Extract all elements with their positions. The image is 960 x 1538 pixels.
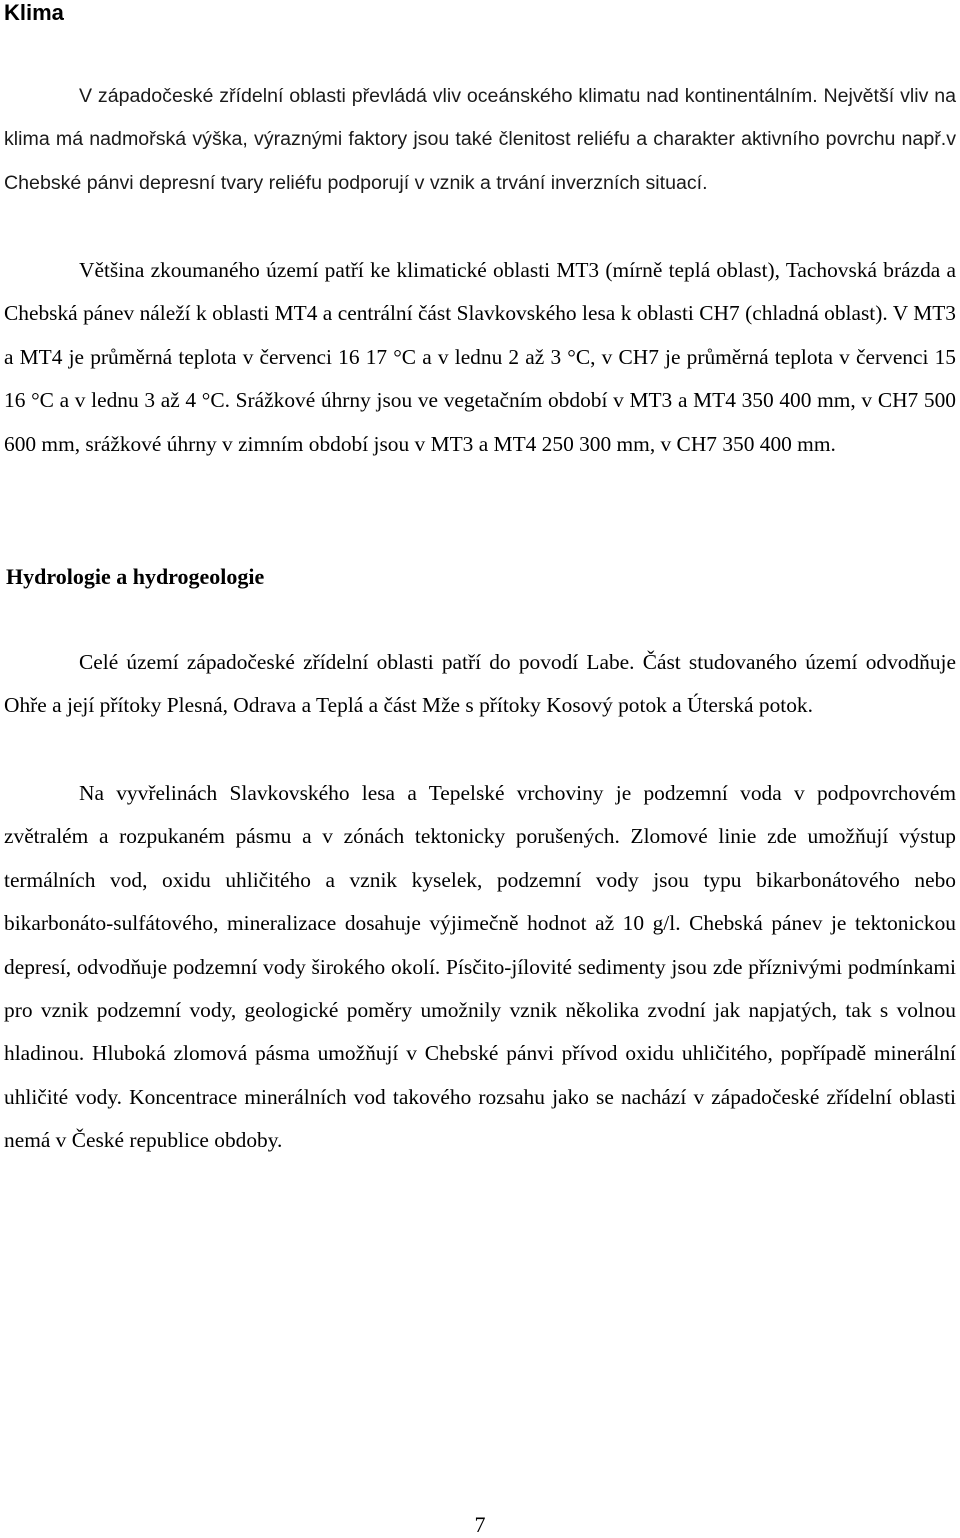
section-heading-climate: Klima bbox=[4, 0, 64, 25]
page-number: 7 bbox=[474, 1512, 486, 1537]
section-heading-hydrology: Hydrologie a hydrogeologie bbox=[6, 564, 265, 589]
paragraph-hydrology-2: Na vyvřelinách Slavkovského lesa a Tepelské vrchoviny je podzemní voda v podpovrchovém zvětralém a rozpukaném pásmu a v zónách tektonicky porušených. Zlomové linie zde umožňují výstup termálních vod, oxidu uhličitého a vznik kyselek, podzemní vody jsou typu bikarbonátového nebo bikarbonáto-sulfátového, mineralizace dosahuje výjimečně hodnot až 10 g/l. Chebská pánev je tektonickou depresí, odvodňuje podzemní vody širokého okolí. Písčito-jílovité sedimenty jsou zde příznivými podmínkami pro vznik podzemní vody, geologické poměry umožnily vznik několika zvodní jak napjatých, tak s volnou hladinou. Hluboká zlomová pásma umožňují v Chebské pánvi přívod oxidu uhličitého, popřípadě minerální uhličité vody. Koncentrace minerálních vod takového rozsahu jako se nachází v západočeské zřídelní oblasti nemá v České republice obdoby. bbox=[4, 781, 956, 1153]
paragraph-climate-1: V západočeské zřídelní oblasti převládá vliv oceánského klimatu nad kontinentálním. Největší vliv na klima má nadmořská výška, výraznými faktory jsou také členitost reliéfu a charakter aktivního povrchu např.v Chebské pánvi depresní tvary reliéfu podporují v vznik a trvání inverzních situací. bbox=[4, 85, 956, 194]
paragraph-climate-2: Většina zkoumaného území patří ke klimatické oblasti MT3 (mírně teplá oblast), Tachovská brázda a Chebská pánev náleží k oblasti MT4 a centrální část Slavkovského lesa k oblasti CH7 (chladná oblast). V MT3 a MT4 je průměrná teplota v červenci 16 17 °C a v lednu 2 až 3 °C, v CH7 je průměrná teplota v červenci 15 16 °C a v lednu 3 až 4 °C. Srážkové úhrny jsou ve vegetačním období v MT3 a MT4 350 400 mm, v CH7 500 600 mm, srážkové úhrny v zimním období jsou v MT3 a MT4 250 300 mm, v CH7 350 400 mm. bbox=[4, 258, 956, 456]
paragraph-hydrology-1: Celé území západočeské zřídelní oblasti patří do povodí Labe. Část studovaného území odvodňuje Ohře a její přítoky Plesná, Odrava a Teplá a část Mže s přítoky Kosový potok a Úterská potok. bbox=[4, 650, 956, 718]
